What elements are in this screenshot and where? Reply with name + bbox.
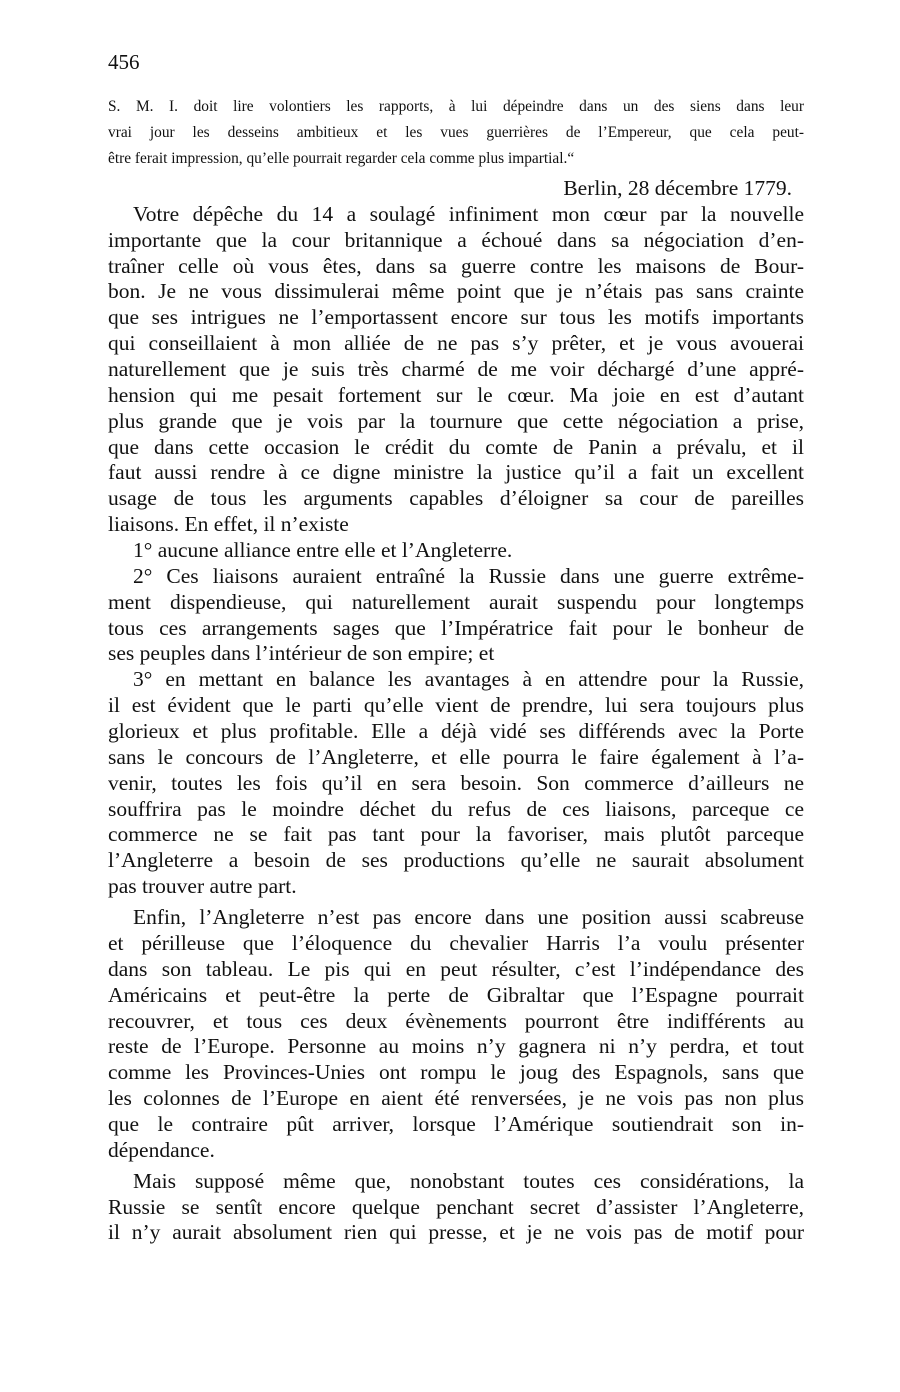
text-line: comme les Provinces-Unies ont rompu le joug des Espagnols, sans que — [108, 1060, 804, 1085]
text-line: importante que la cour britannique a échoué dans sa négociation d’en- — [108, 227, 804, 252]
text-line: bon. Je ne vous dissimulerai même point que je n’étais pas sans crainte — [108, 279, 804, 304]
text-line: il n’y aurait absolument rien qui presse, et je ne vois pas de motif pour — [108, 1220, 804, 1245]
text-line: dépendance. — [108, 1137, 215, 1162]
text-line: sans le concours de l’Angleterre, et elle pourra le faire également à l’a- — [108, 744, 804, 769]
text-line: reste de l’Europe. Personne au moins n’y gagnera ni n’y perdra, et tout — [108, 1034, 804, 1059]
text-line: dans son tableau. Le pis qui en peut résulter, c’est l’indépendance des — [108, 956, 804, 981]
text-line: 2° Ces liaisons auraient entraîné la Russie dans une guerre extrême- — [133, 563, 804, 588]
text-line: Russie se sentît encore quelque penchant secret d’assister l’Angleterre, — [108, 1194, 804, 1219]
text-line: il est évident que le parti qu’elle vient de prendre, lui sera toujours plus — [108, 693, 804, 718]
text-line: commerce ne se fait pas tant pour la favoriser, mais plutôt parceque — [108, 822, 804, 847]
text-line: pas trouver autre part. — [108, 874, 297, 899]
text-line: plus grande que je vois par la tournure que cette négociation a prise, — [108, 408, 804, 433]
text-line: les colonnes de l’Europe en aient été renversées, je ne vois pas non plus — [108, 1086, 804, 1111]
footnote-line: vrai jour les desseins ambitieux et les vues guerrières de l’Empereur, que cela peut- — [108, 123, 804, 141]
paragraph — [108, 564, 804, 667]
text-line: que dans cette occasion le crédit du comte de Panin a prévalu, et il — [108, 434, 804, 459]
letter-body — [108, 176, 804, 1246]
paragraph — [108, 1169, 804, 1247]
text-line: et périlleuse que l’éloquence du chevalier Harris l’a voulu présenter — [108, 930, 804, 955]
paragraph — [108, 667, 804, 900]
text-line: liaisons. En effet, il n’existe — [108, 512, 349, 537]
text-line: recouvrer, et tous ces deux évènements pourront être indifférents au — [108, 1008, 804, 1033]
text-line: l’Angleterre a besoin de ses productions qu’elle ne saurait absolument — [108, 848, 804, 873]
text-line: naturellement que je suis très charmé de me voir déchargé d’une appré- — [108, 357, 804, 382]
text-line: qui conseillaient à mon alliée de ne pas s’y prêter, et je vous avouerai — [108, 331, 804, 356]
text-line: faut aussi rendre à ce digne ministre la justice qu’il a fait un excellent — [108, 460, 804, 485]
dateline: Berlin, 28 décembre 1779. — [563, 176, 792, 200]
text-line: ment dispendieuse, qui naturellement aurait suspendu pour longtemps — [108, 589, 804, 614]
text-line: souffrira pas le moindre déchet du refus de ces liaisons, parceque ce — [108, 796, 804, 821]
text-line: ses peuples dans l’intérieur de son empire; et — [108, 641, 495, 666]
footnote-line: être ferait impression, qu’elle pourrait regarder cela comme plus impartial.“ — [108, 149, 575, 167]
text-line: traîner celle où vous êtes, dans sa guerre contre les maisons de Bour- — [108, 253, 804, 278]
document-page — [106, 0, 806, 1392]
text-line: Votre dépêche du 14 a soulagé infiniment mon cœur par la nouvelle — [133, 201, 804, 226]
text-line: 1° aucune alliance entre elle et l’Angleterre. — [133, 538, 513, 563]
paragraph — [108, 538, 804, 564]
page-number: 456 — [108, 50, 140, 74]
text-line: 3° en mettant en balance les avantages à en attendre pour la Russie, — [133, 667, 804, 692]
text-line: venir, toutes les fois qu’il en sera besoin. Son commerce d’ailleurs ne — [108, 770, 804, 795]
footnote — [108, 95, 804, 173]
paragraph — [108, 905, 804, 1164]
paragraph — [108, 202, 804, 538]
text-line: glorieux et plus profitable. Elle a déjà vidé ses différends avec la Porte — [108, 719, 804, 744]
text-line: usage de tous les arguments capables d’éloigner sa cour de pareilles — [108, 486, 804, 511]
text-line: que ses intrigues ne l’emportassent encore sur tous les motifs importants — [108, 305, 804, 330]
text-line: que le contraire pût arriver, lorsque l’Amérique soutiendrait son in- — [108, 1111, 804, 1136]
footnote-line: S. M. I. doit lire volontiers les rapports, à lui dépeindre dans un des siens dans leur — [108, 98, 804, 115]
text-line: Enfin, l’Angleterre n’est pas encore dans une position aussi scabreuse — [133, 905, 804, 930]
text-line: hension qui me pesait fortement sur le cœur. Ma joie en est d’autant — [108, 382, 804, 407]
text-line: tous ces arrangements sages que l’Impératrice fait pour le bonheur de — [108, 615, 804, 640]
text-line: Américains et peut-être la perte de Gibraltar que l’Espagne pourrait — [108, 982, 804, 1007]
text-line: Mais supposé même que, nonobstant toutes ces considérations, la — [133, 1168, 804, 1193]
